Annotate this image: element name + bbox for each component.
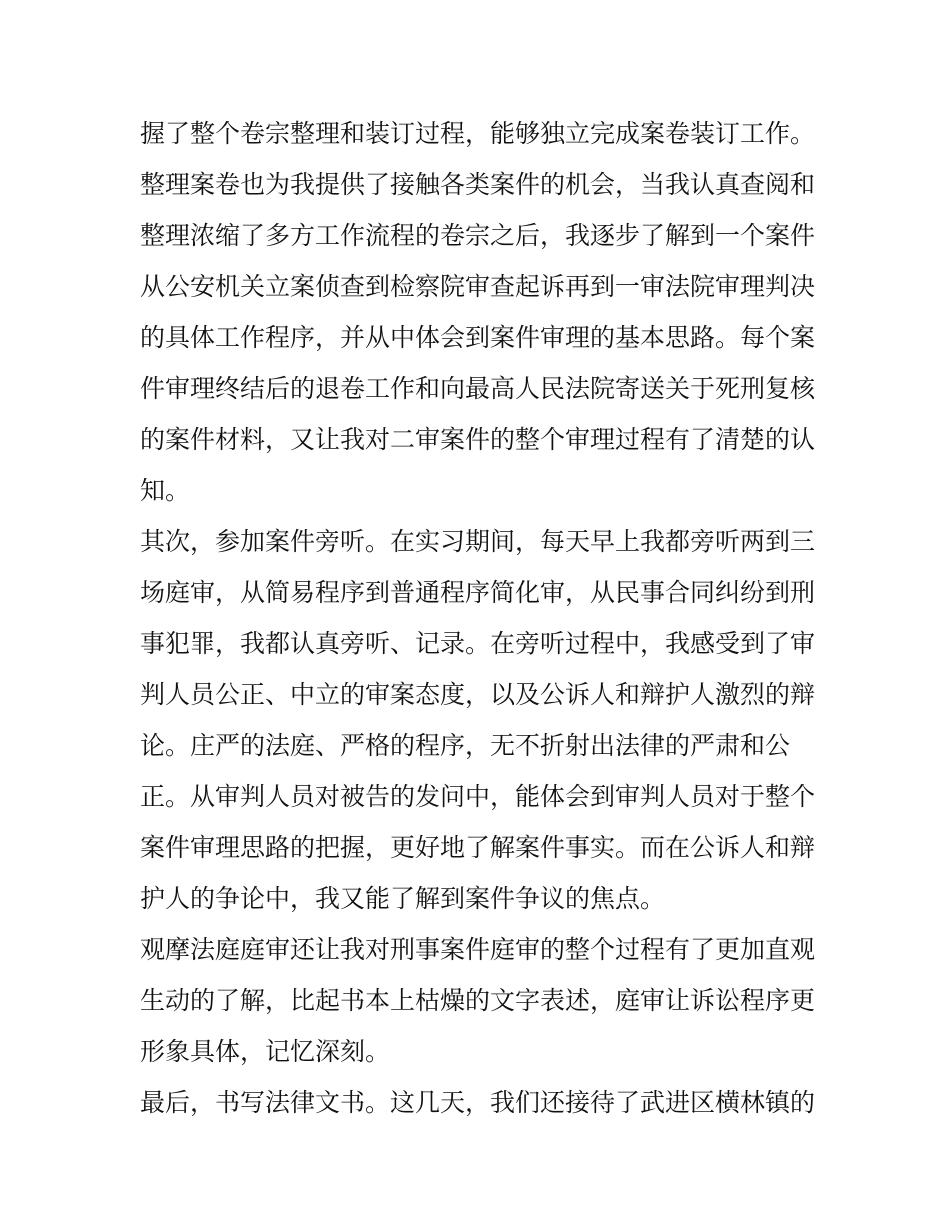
text-line: 场庭审，从简易程序到普通程序简化审，从民事合同纠纷到刑: [140, 578, 816, 607]
text-line: 事犯罪，我都认真旁听、记录。在旁听过程中，我感受到了审: [140, 629, 816, 658]
text-line: 的案件材料，又让我对二审案件的整个审理过程有了清楚的认: [140, 425, 816, 454]
text-line: 生动的了解，比起书本上枯燥的文字表述，庭审让诉讼程序更: [140, 986, 816, 1015]
text-line: 判人员公正、中立的审案态度，以及公诉人和辩护人激烈的辩: [140, 680, 816, 709]
text-line: 护人的争论中，我又能了解到案件争议的焦点。: [140, 884, 666, 913]
text-line: 论。庄严的法庭、严格的程序，无不折射出法律的严肃和公: [140, 731, 791, 760]
body-text: [140, 108, 820, 1128]
text-line: 握了整个卷宗整理和装订过程，能够独立完成案卷装订工作。: [140, 119, 816, 148]
text-line: 从公安机关立案侦查到检察院审查起诉再到一审法院审理判决: [140, 272, 816, 301]
text-line: 知。: [140, 476, 191, 505]
text-line: 的具体工作程序，并从中体会到案件审理的基本思路。每个案: [140, 323, 816, 352]
text-line: 形象具体，记忆深刻。: [140, 1037, 391, 1066]
text-line: 整理案卷也为我提供了接触各类案件的机会，当我认真查阅和: [140, 170, 816, 199]
text-line: 整理浓缩了多方工作流程的卷宗之后，我逐步了解到一个案件: [140, 221, 816, 250]
text-line: 正。从审判人员对被告的发问中，能体会到审判人员对于整个: [140, 782, 816, 811]
text-line: 其次，参加案件旁听。在实习期间，每天早上我都旁听两到三: [140, 527, 816, 556]
text-line: 案件审理思路的把握，更好地了解案件事实。而在公诉人和辩: [140, 833, 816, 862]
text-line: 最后，书写法律文书。这几天，我们还接待了武进区横林镇的: [140, 1088, 816, 1117]
text-line: 观摩法庭庭审还让我对刑事案件庭审的整个过程有了更加直观: [140, 935, 816, 964]
text-line: 件审理终结后的退卷工作和向最高人民法院寄送关于死刑复核: [140, 374, 816, 403]
